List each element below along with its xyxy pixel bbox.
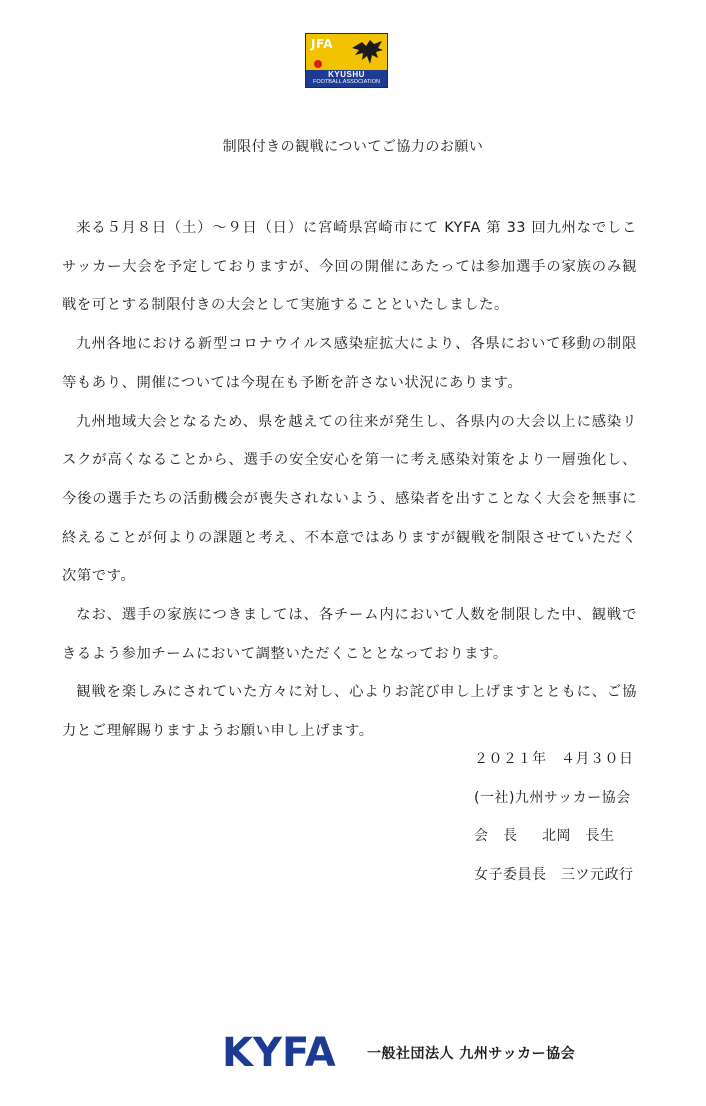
signature-block (474, 740, 674, 894)
paragraph: なお、選手の家族につきましては、各チーム内において人数を制限した中、観戦できるよう参加チームにおいて調整いただくこととなっております。 (62, 607, 637, 662)
chair-name: 北岡 長生 (542, 828, 615, 844)
logo-jfa-text: JFA (311, 37, 334, 51)
signature-chair (474, 817, 674, 856)
red-ball-icon (314, 60, 322, 68)
signature-date: ２０２１年 ４月３０日 (474, 751, 634, 767)
signature-org: (一社)九州サッカー協会 (474, 789, 631, 806)
paragraph: 九州地域大会となるため、県を越えての往来が発生し、各県内の大会以上に感染リスクが高くなることから、選手の安全安心を第一に考え感染対策をより一層強化し、今後の選手たちの活動機会が喪失されないよう、感染者を出すことなく大会を無事に終えることが何よりの課題と考え、不本意ではありますが観戦を制限させていただく次第です。 (62, 413, 637, 585)
logo-kyushu-text: KYUSHU (328, 70, 365, 79)
chair-title: 会 長 (474, 828, 518, 844)
document-body (62, 209, 637, 751)
yatagarasu-crow-icon (350, 38, 384, 68)
logo-association-text: FOOTBALL ASSOCIATION (313, 79, 380, 85)
signature-women-committee: 女子委員長 三ツ元政行 (474, 866, 634, 883)
paragraph: 来る５月８日（土）〜９日（日）に宮崎県宮崎市にて KYFA 第 33 回九州なでしこサッカー大会を予定しておりますが、今回の開催にあたっては参加選手の家族のみ観戦を可とする制限付きの大会として実施することといたしました。 (62, 220, 637, 314)
logo-band (306, 70, 387, 87)
paragraph: 観戦を楽しみにされていた方々に対し、心よりお詫び申し上げますとともに、ご協力とご理解賜りますようお願い申し上げます。 (62, 684, 637, 740)
document-title: 制限付きの観戦についてご協力のお願い (222, 139, 484, 155)
kyfa-footer-logo: KYFA (222, 1030, 336, 1076)
jfa-kyushu-logo (305, 33, 388, 88)
paragraph: 九州各地における新型コロナウイルス感染症拡大により、各県において移動の制限等もあり、開催については今現在も予断を許さない状況にあります。 (62, 336, 637, 391)
footer-org-name: 一般社団法人 九州サッカー協会 (367, 1046, 576, 1062)
